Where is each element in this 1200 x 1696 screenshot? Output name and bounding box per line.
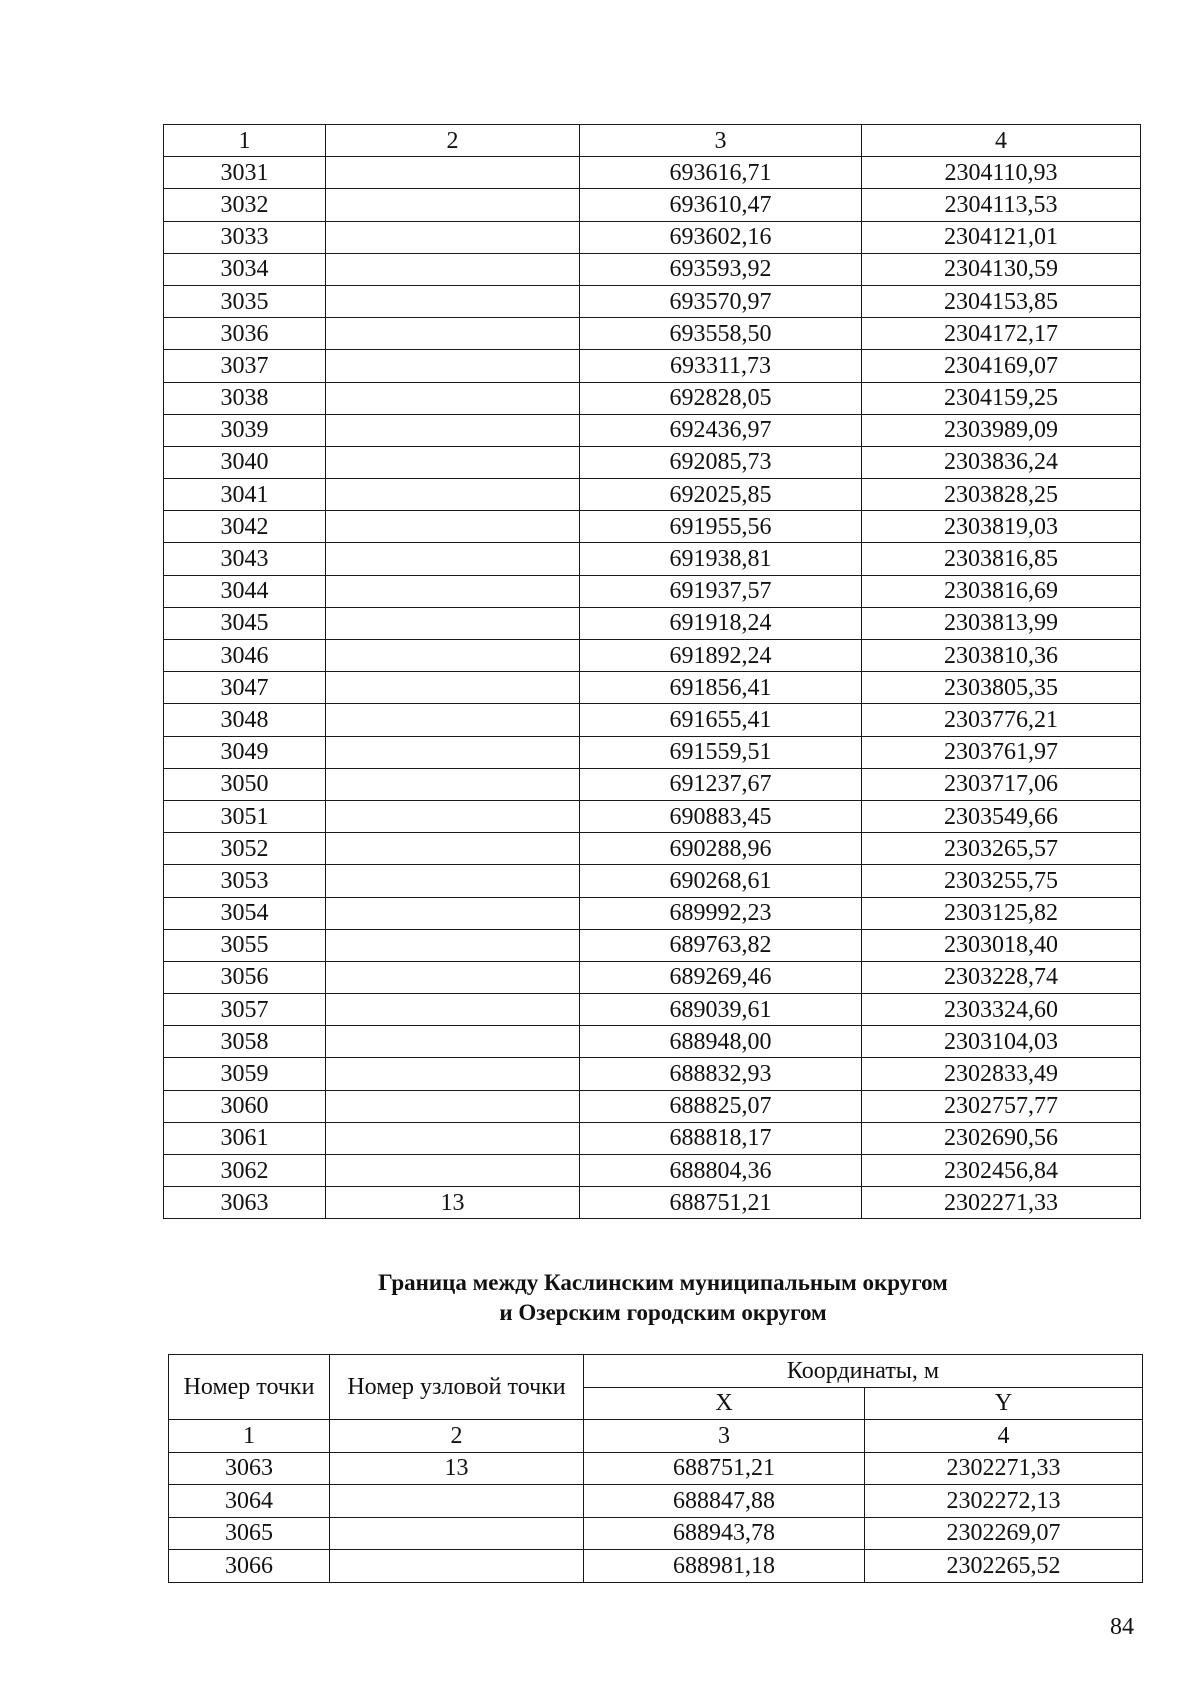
point-number-header: Номер точки (169, 1355, 330, 1420)
node-point-cell (326, 640, 580, 672)
point-number-cell: 3031 (164, 157, 326, 189)
column-number-row (164, 125, 1141, 157)
boundary-coordinates-table (168, 1354, 1143, 1583)
point-number-cell: 3041 (164, 479, 326, 511)
y-coordinate-cell: 2303324,60 (862, 994, 1141, 1026)
y-coordinate-cell: 2303104,03 (862, 1026, 1141, 1058)
table-row (169, 1550, 1143, 1583)
column-number-cell: 3 (580, 125, 862, 157)
table-row (164, 607, 1141, 639)
node-point-cell (330, 1485, 584, 1518)
point-number-cell: 3056 (164, 961, 326, 993)
node-point-cell (326, 800, 580, 832)
x-coordinate-cell: 688818,17 (580, 1122, 862, 1154)
point-number-cell: 3040 (164, 446, 326, 478)
point-number-cell: 3057 (164, 994, 326, 1026)
coordinates-table-continued (163, 124, 1141, 1219)
y-coordinate-cell: 2303228,74 (862, 961, 1141, 993)
x-coordinate-cell: 691937,57 (580, 575, 862, 607)
point-number-cell: 3032 (164, 189, 326, 221)
x-coordinate-cell: 688943,78 (584, 1517, 865, 1550)
x-coordinate-cell: 688804,36 (580, 1155, 862, 1187)
x-coordinate-cell: 690288,96 (580, 833, 862, 865)
y-coordinate-cell: 2303828,25 (862, 479, 1141, 511)
table-row (164, 350, 1141, 382)
column-number-cell: 4 (865, 1420, 1143, 1453)
point-number-cell: 3043 (164, 543, 326, 575)
node-point-cell (326, 865, 580, 897)
table-row (164, 833, 1141, 865)
point-number-cell: 3038 (164, 382, 326, 414)
x-coordinate-cell: 689039,61 (580, 994, 862, 1026)
y-coordinate-cell: 2303776,21 (862, 704, 1141, 736)
table-row (164, 994, 1141, 1026)
node-point-cell (326, 736, 580, 768)
node-point-cell (326, 253, 580, 285)
table-row (164, 221, 1141, 253)
x-coordinate-cell: 693616,71 (580, 157, 862, 189)
y-coordinate-cell: 2303816,85 (862, 543, 1141, 575)
point-number-cell: 3046 (164, 640, 326, 672)
node-point-cell (326, 446, 580, 478)
point-number-cell: 3036 (164, 318, 326, 350)
y-coordinate-cell: 2303813,99 (862, 607, 1141, 639)
point-number-cell: 3059 (164, 1058, 326, 1090)
page-number: 84 (1110, 1614, 1134, 1640)
y-coordinate-cell: 2302269,07 (865, 1517, 1143, 1550)
table-row (164, 318, 1141, 350)
y-coordinate-cell: 2302271,33 (865, 1452, 1143, 1485)
y-coordinate-cell: 2304110,93 (862, 157, 1141, 189)
x-coordinate-cell: 688948,00 (580, 1026, 862, 1058)
x-coordinate-cell: 692085,73 (580, 446, 862, 478)
header-row (169, 1355, 1143, 1388)
node-point-cell (326, 350, 580, 382)
y-coordinate-cell: 2303810,36 (862, 640, 1141, 672)
y-coordinate-cell: 2302690,56 (862, 1122, 1141, 1154)
table-row (164, 1058, 1141, 1090)
x-coordinate-cell: 692025,85 (580, 479, 862, 511)
node-point-cell (326, 961, 580, 993)
section-title-line-1: Граница между Каслинским муниципальным округом (378, 1270, 948, 1295)
table-row (164, 704, 1141, 736)
x-coordinate-cell: 688751,21 (580, 1187, 862, 1219)
table-row (164, 1122, 1141, 1154)
y-coordinate-cell: 2304153,85 (862, 285, 1141, 317)
x-coordinate-cell: 692436,97 (580, 414, 862, 446)
x-coordinate-cell: 693570,97 (580, 285, 862, 317)
y-coordinate-cell: 2302271,33 (862, 1187, 1141, 1219)
x-coordinate-cell: 690883,45 (580, 800, 862, 832)
point-number-cell: 3064 (169, 1485, 330, 1518)
table-row (164, 865, 1141, 897)
column-number-cell: 2 (326, 125, 580, 157)
x-coordinate-cell: 689763,82 (580, 929, 862, 961)
x-coordinate-cell: 689269,46 (580, 961, 862, 993)
table-row (164, 157, 1141, 189)
table-row (164, 961, 1141, 993)
x-coordinate-cell: 691918,24 (580, 607, 862, 639)
table-row (164, 929, 1141, 961)
table-row (164, 640, 1141, 672)
table-row (164, 253, 1141, 285)
node-point-number-header: Номер узловой точки (330, 1355, 584, 1420)
y-coordinate-cell: 2303989,09 (862, 414, 1141, 446)
x-coordinate-cell: 689992,23 (580, 897, 862, 929)
table-row (164, 543, 1141, 575)
point-number-cell: 3034 (164, 253, 326, 285)
node-point-cell (326, 511, 580, 543)
y-coordinate-cell: 2304113,53 (862, 189, 1141, 221)
table-row (164, 285, 1141, 317)
point-number-cell: 3039 (164, 414, 326, 446)
table-row (164, 672, 1141, 704)
x-coordinate-cell: 688981,18 (584, 1550, 865, 1583)
node-point-cell (326, 285, 580, 317)
node-point-cell (326, 704, 580, 736)
node-point-cell (326, 929, 580, 961)
x-coordinate-cell: 692828,05 (580, 382, 862, 414)
table-row (164, 897, 1141, 929)
node-point-cell (330, 1517, 584, 1550)
y-coordinate-cell: 2302833,49 (862, 1058, 1141, 1090)
node-point-cell: 13 (326, 1187, 580, 1219)
x-coordinate-cell: 693311,73 (580, 350, 862, 382)
node-point-cell (326, 897, 580, 929)
coordinates-table-body (164, 125, 1141, 1219)
point-number-cell: 3061 (164, 1122, 326, 1154)
point-number-cell: 3060 (164, 1090, 326, 1122)
x-coordinate-cell: 691892,24 (580, 640, 862, 672)
column-number-row (169, 1420, 1143, 1453)
x-coordinate-cell: 688832,93 (580, 1058, 862, 1090)
node-point-cell (326, 479, 580, 511)
x-coordinate-cell: 688751,21 (584, 1452, 865, 1485)
y-coordinate-cell: 2303717,06 (862, 768, 1141, 800)
point-number-cell: 3058 (164, 1026, 326, 1058)
column-number-cell: 3 (584, 1420, 865, 1453)
node-point-cell (326, 994, 580, 1026)
node-point-cell (326, 1058, 580, 1090)
y-coordinate-cell: 2302757,77 (862, 1090, 1141, 1122)
y-coordinate-cell: 2303265,57 (862, 833, 1141, 865)
x-coordinate-cell: 688825,07 (580, 1090, 862, 1122)
y-coordinate-cell: 2302265,52 (865, 1550, 1143, 1583)
point-number-cell: 3049 (164, 736, 326, 768)
x-coordinate-cell: 691955,56 (580, 511, 862, 543)
y-coordinate-cell: 2304159,25 (862, 382, 1141, 414)
point-number-cell: 3035 (164, 285, 326, 317)
point-number-cell: 3045 (164, 607, 326, 639)
y-coordinate-cell: 2303761,97 (862, 736, 1141, 768)
point-number-cell: 3033 (164, 221, 326, 253)
point-number-cell: 3048 (164, 704, 326, 736)
column-number-cell: 1 (164, 125, 326, 157)
table-row (164, 1187, 1141, 1219)
y-coordinate-cell: 2303819,03 (862, 511, 1141, 543)
point-number-cell: 3051 (164, 800, 326, 832)
node-point-cell (326, 543, 580, 575)
y-coordinate-cell: 2304121,01 (862, 221, 1141, 253)
x-coordinate-cell: 691237,67 (580, 768, 862, 800)
y-header: Y (865, 1387, 1143, 1420)
y-coordinate-cell: 2303018,40 (862, 929, 1141, 961)
node-point-cell (326, 607, 580, 639)
y-coordinate-cell: 2303805,35 (862, 672, 1141, 704)
node-point-cell (326, 157, 580, 189)
point-number-cell: 3050 (164, 768, 326, 800)
x-coordinate-cell: 691655,41 (580, 704, 862, 736)
point-number-cell: 3065 (169, 1517, 330, 1550)
point-number-cell: 3063 (164, 1187, 326, 1219)
node-point-cell (326, 1026, 580, 1058)
table-row (164, 414, 1141, 446)
y-coordinate-cell: 2303836,24 (862, 446, 1141, 478)
table-row (164, 800, 1141, 832)
node-point-cell (326, 414, 580, 446)
point-number-cell: 3037 (164, 350, 326, 382)
node-point-cell (326, 1122, 580, 1154)
node-point-cell (326, 1155, 580, 1187)
table-row (164, 1090, 1141, 1122)
point-number-cell: 3053 (164, 865, 326, 897)
x-header: X (584, 1387, 865, 1420)
table-row (169, 1517, 1143, 1550)
y-coordinate-cell: 2304172,17 (862, 318, 1141, 350)
table-row (164, 1026, 1141, 1058)
node-point-cell (326, 221, 580, 253)
table-row (164, 575, 1141, 607)
y-coordinate-cell: 2304130,59 (862, 253, 1141, 285)
table-row (169, 1485, 1143, 1518)
node-point-cell (326, 575, 580, 607)
x-coordinate-cell: 691856,41 (580, 672, 862, 704)
x-coordinate-cell: 693593,92 (580, 253, 862, 285)
table-row (164, 736, 1141, 768)
point-number-cell: 3047 (164, 672, 326, 704)
x-coordinate-cell: 693602,16 (580, 221, 862, 253)
node-point-cell (326, 382, 580, 414)
node-point-cell (326, 189, 580, 221)
column-number-cell: 4 (862, 125, 1141, 157)
table-row (164, 446, 1141, 478)
y-coordinate-cell: 2303125,82 (862, 897, 1141, 929)
x-coordinate-cell: 693610,47 (580, 189, 862, 221)
table-row (169, 1452, 1143, 1485)
node-point-cell (326, 672, 580, 704)
point-number-cell: 3062 (164, 1155, 326, 1187)
x-coordinate-cell: 690268,61 (580, 865, 862, 897)
node-point-cell (326, 833, 580, 865)
table-row (164, 382, 1141, 414)
table-row (164, 511, 1141, 543)
y-coordinate-cell: 2302456,84 (862, 1155, 1141, 1187)
y-coordinate-cell: 2302272,13 (865, 1485, 1143, 1518)
node-point-cell: 13 (330, 1452, 584, 1485)
point-number-cell: 3055 (164, 929, 326, 961)
node-point-cell (326, 1090, 580, 1122)
node-point-cell (326, 318, 580, 350)
column-number-cell: 2 (330, 1420, 584, 1453)
point-number-cell: 3054 (164, 897, 326, 929)
table-row (164, 1155, 1141, 1187)
point-number-cell: 3042 (164, 511, 326, 543)
table-row (164, 189, 1141, 221)
point-number-cell: 3052 (164, 833, 326, 865)
y-coordinate-cell: 2303549,66 (862, 800, 1141, 832)
x-coordinate-cell: 693558,50 (580, 318, 862, 350)
coordinates-header: Координаты, м (584, 1355, 1143, 1388)
x-coordinate-cell: 691559,51 (580, 736, 862, 768)
point-number-cell: 3063 (169, 1452, 330, 1485)
section-title-line-2: и Озерским городским округом (499, 1300, 827, 1325)
table-row (164, 768, 1141, 800)
y-coordinate-cell: 2303816,69 (862, 575, 1141, 607)
y-coordinate-cell: 2303255,75 (862, 865, 1141, 897)
x-coordinate-cell: 691938,81 (580, 543, 862, 575)
column-number-cell: 1 (169, 1420, 330, 1453)
node-point-cell (330, 1550, 584, 1583)
node-point-cell (326, 768, 580, 800)
x-coordinate-cell: 688847,88 (584, 1485, 865, 1518)
point-number-cell: 3044 (164, 575, 326, 607)
table-row (164, 479, 1141, 511)
point-number-cell: 3066 (169, 1550, 330, 1583)
y-coordinate-cell: 2304169,07 (862, 350, 1141, 382)
boundary-coordinates-table-body (169, 1355, 1143, 1583)
